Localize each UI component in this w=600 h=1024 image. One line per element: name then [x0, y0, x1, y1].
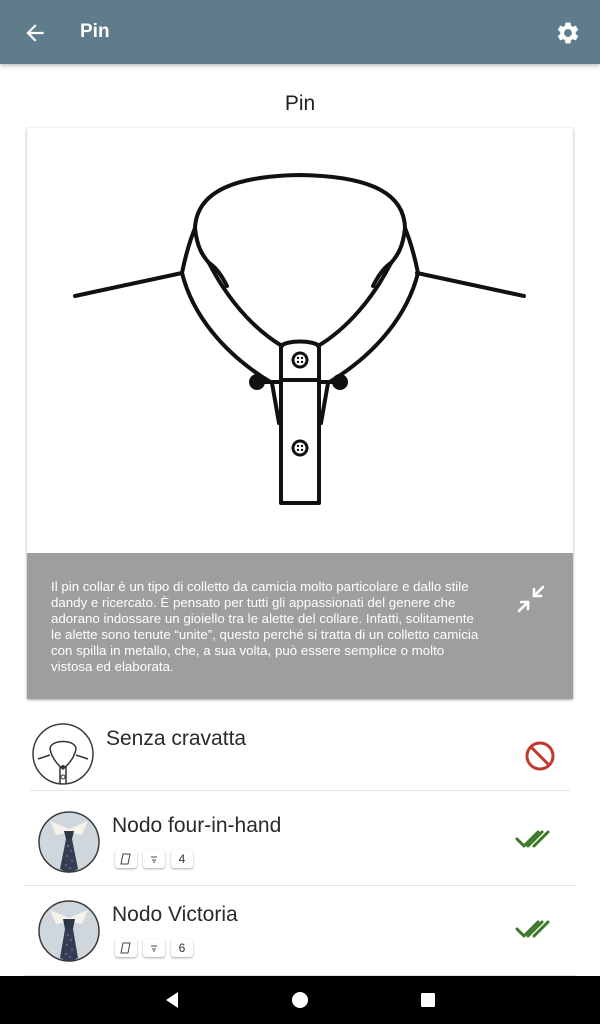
- app-bar: [0, 0, 600, 64]
- nav-back-icon[interactable]: [160, 988, 184, 1012]
- nav-recents-icon[interactable]: [416, 988, 440, 1012]
- four-in-hand-thumbnail: [38, 811, 100, 873]
- page-title: Pin: [284, 92, 316, 115]
- victoria-knot-thumbnail: [38, 900, 100, 962]
- app-bar-title: Pin: [80, 21, 110, 42]
- description-panel: [27, 553, 573, 699]
- knot-attributes: [115, 850, 193, 868]
- knot-name: Nodo four-in-hand: [112, 814, 282, 837]
- asymmetric-icon: [115, 850, 137, 868]
- knot-name: Senza cravatta: [106, 727, 247, 750]
- knot-list-item[interactable]: [24, 791, 576, 885]
- steps-count: 6: [171, 939, 193, 957]
- knot-list-item[interactable]: [24, 712, 576, 790]
- knot-attributes: [115, 939, 193, 957]
- collar-card: [27, 128, 573, 699]
- system-nav-bar: [0, 976, 600, 1024]
- block-icon: [520, 736, 560, 776]
- knot-list-item[interactable]: [24, 886, 576, 976]
- pin-collar-illustration: [27, 128, 573, 553]
- knot-name: Nodo Victoria: [112, 903, 238, 926]
- size-icon: [143, 850, 165, 868]
- collapse-icon[interactable]: [513, 581, 549, 617]
- gear-icon[interactable]: [555, 20, 581, 46]
- no-tie-thumbnail: [32, 723, 94, 785]
- collar-description: Il pin collar è un tipo di colletto da camicia molto particolare e dallo stile dandy e ricercato. È pensato per tutti gli appassionati del genere che adorano indossare un gioiello tra le alette del collare. Infatti, solitamente le alette sono tenute “unite”, questo perché si tratta di un colletto camicia con spilla in metallo, che, a sua volta, può essere semplice o molto vistosa ed elaborata.: [51, 579, 479, 674]
- arrow-back-icon[interactable]: [22, 20, 48, 46]
- steps-count: 4: [171, 850, 193, 868]
- double-check-icon: [514, 825, 554, 855]
- double-check-icon: [514, 915, 554, 945]
- nav-home-icon[interactable]: [288, 988, 312, 1012]
- size-icon: [143, 939, 165, 957]
- asymmetric-icon: [115, 939, 137, 957]
